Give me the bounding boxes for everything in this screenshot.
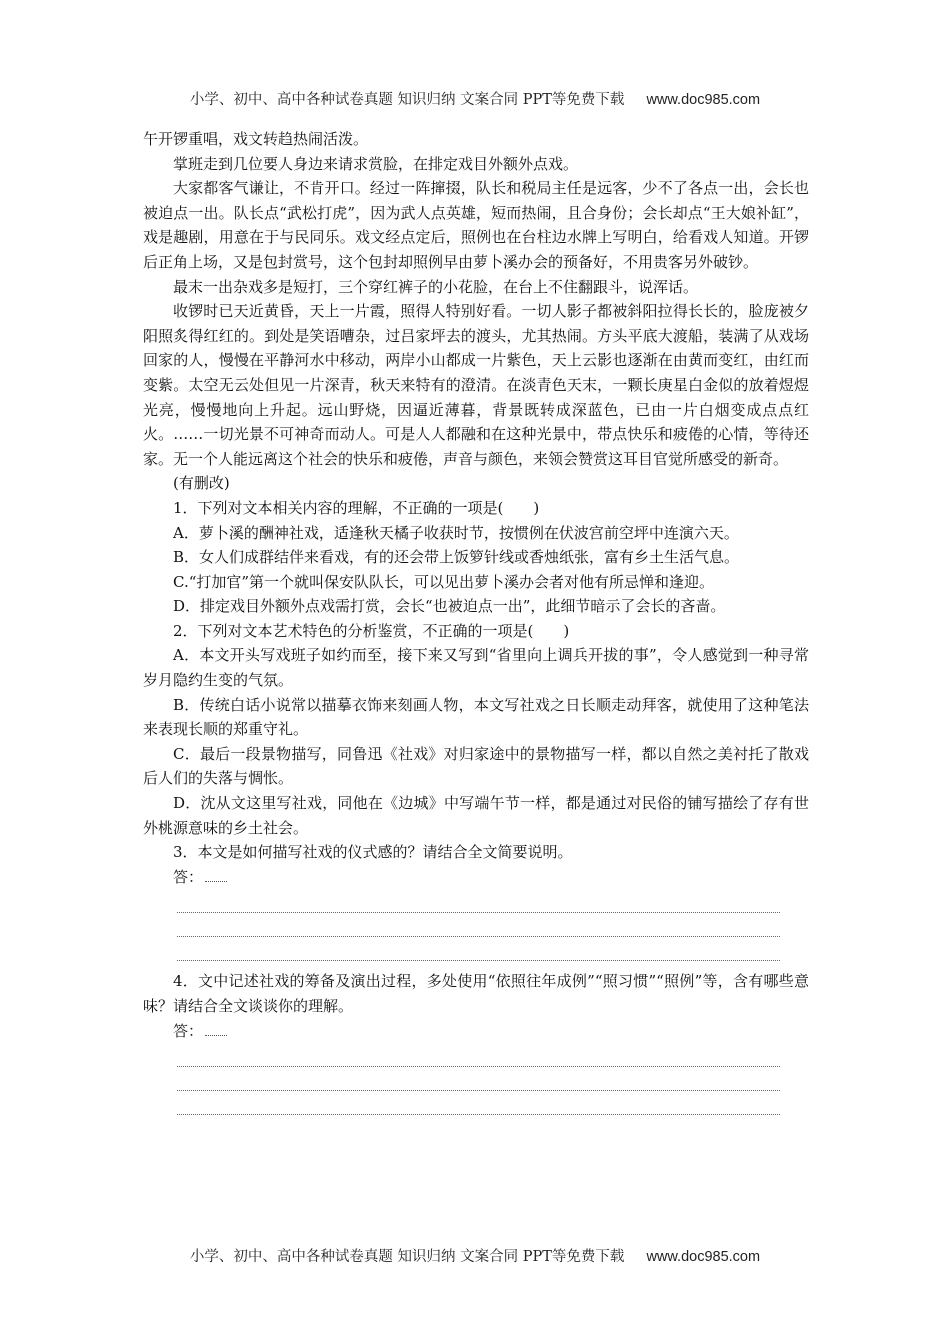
question-2-option-d: D．沈从文这里写社戏，同他在《边城》中写端午节一样，都是通过对民俗的铺写描绘了存有世外桃源意味的乡土社会。 [143,794,809,837]
answer-dots [205,880,227,882]
answer-line[interactable] [177,1091,780,1115]
paragraph: 最末一出杂戏多是短打，三个穿红裤子的小花脸，在台上不住翻跟斗，说浑话。 [173,277,699,296]
question-3-answer [143,865,809,890]
question-2-stem: 2．下列对文本艺术特色的分析鉴赏，不正确的一项是( ) [173,621,570,640]
question-1-option-b: B．女人们成群结伴来看戏，有的还会带上饭箩针线或香烛纸张，富有乡土生活气息。 [173,548,740,567]
answer-line[interactable] [177,913,780,937]
question-4-answer [143,1019,809,1044]
page-header [0,88,950,109]
header-text: 小学、初中、高中各种试卷真题 知识归纳 文案合同 PPT等免费下载 [189,92,625,108]
footer-site[interactable]: www.doc985.com [646,1249,761,1265]
question-1-option-a: A．萝卜溪的酬神社戏，适逢秋天橘子收获时节，按惯例在伏波宫前空坪中连演六天。 [173,523,739,542]
paragraph: 午开锣重唱，戏文转趋热闹活泼。 [143,130,369,148]
question-2-option-b: B．传统白话小说常以描摹衣饰来刻画人物，本文写社戏之日长顺走动拜客，就使用了这种笔法来表现长顺的郑重守礼。 [143,695,809,739]
paragraph: 收锣时已天近黄昏，天上一片霞，照得人特别好看。一切人影子都被斜阳拉得长长的，脸庞被夕阳照炙得红红的。到处是笑语嘈杂，过吕家坪去的渡头，尤其热闹。方头平底大渡船，装满了从戏场回家的人，慢慢在平静河水中移动，两岸小山都成一片紫色，天上云影也逐渐在由黄而变红，由红而变紫。太空无云处但见一片深青，秋天来特有的澄清。在淡青色天末，一颗长庚星白金似的放着煜煜光亮，慢慢地向上升起。远山野烧，因逼近薄暮，背景既转成深蓝色，已由一片白烟变成点点红火。……一切光景不可神奇而动人。可是人人都融和在这种光景中，带点快乐和疲倦的心情，等待还家。无一个人能远离这个社会的快乐和疲倦，声音与颜色，来领会赞赏这耳目官觉所感受的新奇。 [143,302,809,468]
paragraph: 大家都客气谦让，不肯开口。经过一阵撺掇，队长和税局主任是远客，少不了各点一出，会长也被迫点一出。队长点“武松打虎”，因为武人点英雄，短而热闹，且合身份；会长却点“王大娘补缸”，戏是趣剧，用意在于与民同乐。戏文经点定后，照例也在台柱边水牌上写明白，给看戏人知道。开锣后正角上场，又是包封赏号，这个包封却照例早由萝卜溪办会的预备好，不用贵客另外破钞。 [143,179,809,271]
document-body [143,127,809,1115]
answer-dots [205,1034,227,1036]
answer-line[interactable] [177,1043,780,1067]
page-footer [0,1245,950,1266]
question-3-stem: 3．本文是如何描写社戏的仪式感的？请结合全文简要说明。 [173,843,573,862]
answer-line[interactable] [177,1067,780,1091]
footer-text: 小学、初中、高中各种试卷真题 知识归纳 文案合同 PPT等免费下载 [189,1249,625,1265]
question-2-option-c: C．最后一段景物描写，同鲁迅《社戏》对归家途中的景物描写一样，都以自然之美衬托了散戏后人们的失落与惆怅。 [143,744,809,788]
question-1-option-d: D．排定戏目外额外点戏需打赏，会长“也被迫点一出”，此细节暗示了会长的吝啬。 [173,597,726,616]
answer-label: 答： [173,1021,204,1040]
question-1-option-c: C.“打加官”第一个就叫保安队队长，可以见出萝卜溪办会者对他有所忌惮和逢迎。 [173,572,715,591]
paragraph: 掌班走到几位要人身边来请求赏脸，在排定戏目外额外点戏。 [173,154,579,173]
answer-line[interactable] [177,937,780,961]
question-2-option-a: A．本文开头写戏班子如约而至，接下来又写到“省里向上调兵开拔的事”，令人感觉到一种寻常岁月隐约生变的气氛。 [143,646,809,690]
answer-line[interactable] [177,889,780,913]
answer-label: 答： [173,867,204,886]
question-1-stem: 1．下列对文本相关内容的理解，不正确的一项是( ) [173,498,540,517]
source-note: (有删改) [173,474,230,493]
header-site[interactable]: www.doc985.com [646,92,761,108]
question-4-stem: 4．文中记述社戏的筹备及演出过程，多处使用“依照往年成例”“照习惯”“照例”等，含有哪些意味？请结合全文谈谈你的理解。 [143,972,809,1015]
